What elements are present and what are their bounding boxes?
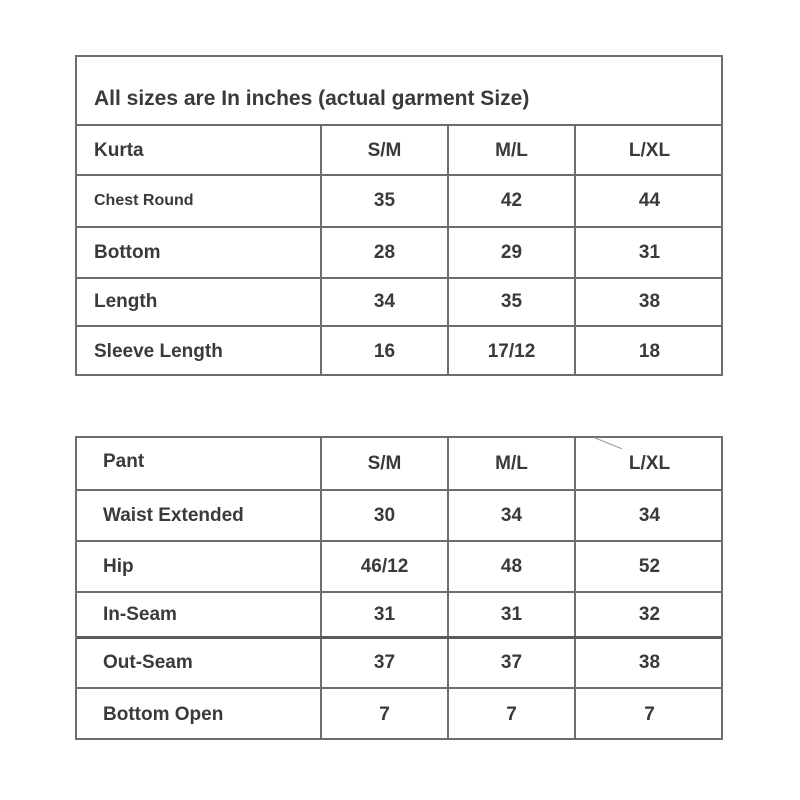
cell-value: 46/12 <box>320 542 447 591</box>
cell-value: 28 <box>320 228 447 277</box>
table-row <box>77 591 721 636</box>
table-title-row <box>77 57 721 126</box>
header-pant: Pant <box>103 450 145 472</box>
row-label: Bottom <box>94 241 161 263</box>
table-row <box>77 226 721 277</box>
row-label: Bottom Open <box>103 703 224 725</box>
row-label: Out-Seam <box>103 652 193 673</box>
table-row <box>77 540 721 591</box>
cell-value: 16 <box>320 327 447 376</box>
header-size-sm: S/M <box>320 126 447 176</box>
cell-value: 34 <box>574 491 723 540</box>
table-row <box>77 277 721 325</box>
cell-value: 44 <box>574 176 723 226</box>
header-size-ml: M/L <box>447 126 574 176</box>
table-title: All sizes are In inches (actual garment Size) <box>94 86 530 110</box>
cell-value: 30 <box>320 491 447 540</box>
cell-value: 37 <box>447 639 574 687</box>
header-size-lxl: L/XL <box>574 126 723 176</box>
cell-value: 31 <box>574 228 723 277</box>
table-header-row <box>77 124 721 176</box>
cell-value: 7 <box>574 689 723 740</box>
table-row <box>77 174 721 226</box>
table-header-row <box>77 438 721 489</box>
cell-value: 38 <box>574 639 723 687</box>
row-label: Hip <box>103 555 134 577</box>
header-size-ml: M/L <box>447 438 574 489</box>
cell-value: 17/12 <box>447 327 574 376</box>
pant-size-table <box>75 436 723 740</box>
row-label: Length <box>94 291 158 312</box>
cell-value: 37 <box>320 639 447 687</box>
kurta-size-table <box>75 55 723 376</box>
table-row <box>77 489 721 540</box>
cell-value: 18 <box>574 327 723 376</box>
cell-value: 35 <box>320 176 447 226</box>
row-label: Waist Extended <box>103 504 244 526</box>
header-kurta: Kurta <box>94 140 144 161</box>
cell-value: 31 <box>320 593 447 636</box>
table-row <box>77 687 721 740</box>
cell-value: 34 <box>320 279 447 325</box>
row-label: In-Seam <box>103 603 177 625</box>
cell-value: 32 <box>574 593 723 636</box>
header-size-lxl: L/XL <box>574 438 723 489</box>
cell-value: 34 <box>447 491 574 540</box>
cell-value: 38 <box>574 279 723 325</box>
row-label: Sleeve Length <box>94 340 223 362</box>
cell-value: 42 <box>447 176 574 226</box>
table-row <box>77 636 721 687</box>
cell-value: 48 <box>447 542 574 591</box>
row-label: Chest Round <box>94 192 194 209</box>
cell-value: 52 <box>574 542 723 591</box>
cell-value: 7 <box>320 689 447 740</box>
table-row <box>77 325 721 376</box>
cell-value: 35 <box>447 279 574 325</box>
header-size-sm: S/M <box>320 438 447 489</box>
cell-value: 31 <box>447 593 574 636</box>
cell-value: 7 <box>447 689 574 740</box>
cell-value: 29 <box>447 228 574 277</box>
